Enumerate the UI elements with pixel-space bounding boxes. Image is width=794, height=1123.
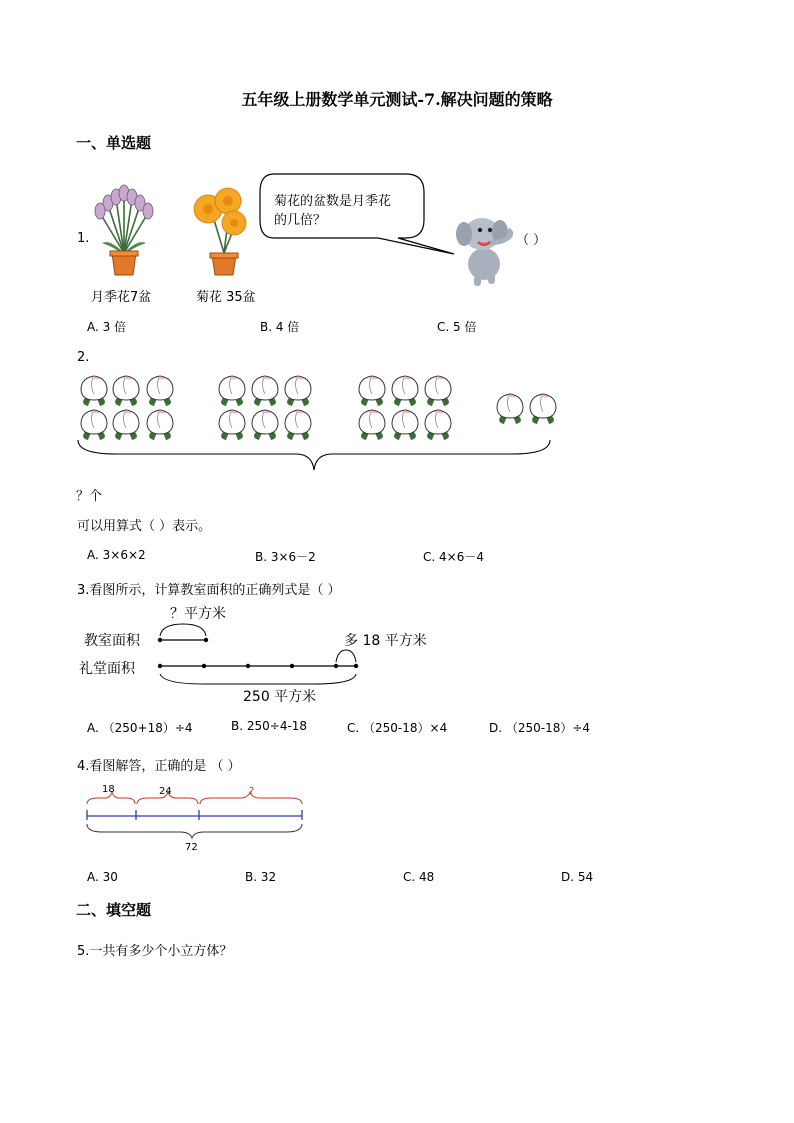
q2-number: 2. <box>77 350 90 365</box>
q4-option-b[interactable]: B. 32 <box>245 870 277 884</box>
peach-group-extra <box>497 394 556 424</box>
q4-option-d[interactable]: D. 54 <box>561 870 594 884</box>
q4-segment-3-label: ? <box>249 786 255 797</box>
q2-question-mark: ？个 <box>76 489 103 504</box>
q1-answer-blank[interactable]: （ ） <box>516 233 547 248</box>
q1-option-a[interactable]: A. 3 倍 <box>87 320 127 334</box>
speech-line-2: 的几倍？ <box>274 213 327 228</box>
elephant-icon <box>452 206 516 288</box>
q3-extra-label: 多 18 平方米 <box>344 633 427 649</box>
q3-option-c[interactable]: C. （250-18）×4 <box>347 721 448 735</box>
q3-stem: 3.看图所示，计算教室面积的正确列式是（ ） <box>77 583 341 598</box>
chrysanthemum-flowers-icon <box>194 188 246 235</box>
q3-classroom-label: 教室面积 <box>84 633 140 649</box>
q4-option-c[interactable]: C. 48 <box>403 870 435 884</box>
q5-stem: 5.一共有多少个小立方体？ <box>77 944 233 959</box>
q4-option-a[interactable]: A. 30 <box>87 870 118 884</box>
q2-stem: 可以用算式（ ）表示。 <box>77 519 212 534</box>
q2-option-c[interactable]: C. 4×6－4 <box>423 550 484 564</box>
q1-number: 1. <box>77 231 90 246</box>
q2-option-b[interactable]: B. 3×6－2 <box>255 550 316 564</box>
q4-total-label: 72 <box>185 842 198 853</box>
peach-group-3 <box>359 376 451 440</box>
section-heading-single-choice: 一、单选题 <box>76 134 152 152</box>
q4-segment-1-label: 18 <box>102 784 115 795</box>
rose-label: 月季花7盆 <box>91 290 152 305</box>
page-title: 五年级上册数学单元测试-7.解决问题的策略 <box>241 90 553 109</box>
peach-group-2 <box>219 376 311 440</box>
chrysanthemum-label: 菊花 35盆 <box>196 290 256 305</box>
q3-hall-label: 礼堂面积 <box>79 661 135 677</box>
rose-pot-illustration <box>88 183 160 279</box>
q3-option-d[interactable]: D. （250-18）÷4 <box>489 721 591 735</box>
q3-total-label: 250 平方米 <box>243 689 317 705</box>
total-brace <box>78 440 550 470</box>
chrysanthemum-pot-illustration <box>186 183 258 279</box>
q3-unknown-label: ？平方米 <box>170 606 226 622</box>
peach-groups-illustration <box>76 370 566 476</box>
q4-stem: 4.看图解答，正确的是 （ ） <box>77 759 241 774</box>
q2-option-a[interactable]: A. 3×6×2 <box>87 548 146 562</box>
q3-option-b[interactable]: B. 250÷4-18 <box>231 719 308 733</box>
section-heading-fill-blank: 二、填空题 <box>76 901 152 919</box>
peach-group-1 <box>81 376 173 440</box>
q3-option-a[interactable]: A. （250+18）÷4 <box>87 721 193 735</box>
q1-option-b[interactable]: B. 4 倍 <box>260 320 300 334</box>
speech-line-1: 菊花的盆数是月季花 <box>274 194 392 209</box>
q1-option-c[interactable]: C. 5 倍 <box>437 320 477 334</box>
q4-segment-2-label: 24 <box>159 786 172 797</box>
